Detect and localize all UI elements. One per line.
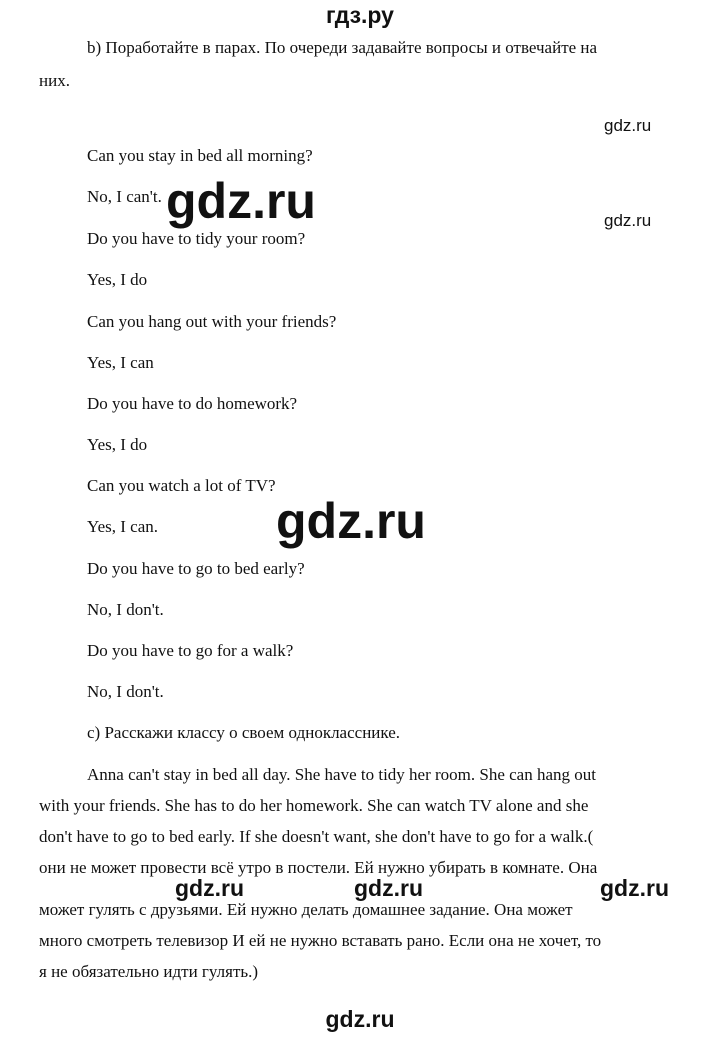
dialogue-line: Yes, I do	[87, 270, 148, 289]
watermark: gdz.ru	[354, 875, 423, 901]
dialogue-line: No, I don't.	[87, 600, 164, 619]
story-line: я не обязательно идти гулять.)	[39, 962, 259, 981]
watermark: gdz.ru	[604, 211, 652, 230]
dialogue-line: Do you have to do homework?	[87, 394, 298, 413]
dialogue-line: Yes, I do	[87, 435, 148, 454]
dialogue-line: Yes, I can	[87, 353, 154, 372]
story-line: они не может провести всё утро в постели. Ей нужно убирать в комнате. Она	[39, 858, 598, 877]
dialogue-line: No, I don't.	[87, 682, 164, 701]
dialogue-line: Yes, I can.	[87, 517, 158, 536]
dialogue-line: Do you have to go for a walk?	[87, 641, 294, 660]
dialogue-line: Do you have to tidy your room?	[87, 229, 306, 248]
footer-watermark: gdz.ru	[325, 1006, 395, 1032]
watermark-large: gdz.ru	[166, 173, 316, 229]
task-b-line-1: b) Поработайте в парах. По очереди задавайте вопросы и отвечайте на	[87, 38, 598, 57]
page-header: гдз.ру	[326, 2, 394, 28]
task-b-line-2: них.	[39, 71, 70, 90]
dialogue-line: No, I can't.	[87, 187, 162, 206]
story-line: don't have to go to bed early. If she doesn't want, she don't have to go for a walk.(	[39, 827, 594, 846]
dialogue-line: Can you hang out with your friends?	[87, 312, 337, 331]
watermark: gdz.ru	[175, 875, 244, 901]
dialogue-line: Do you have to go to bed early?	[87, 559, 305, 578]
story-line: Anna can't stay in bed all day. She have to tidy her room. She can hang out	[87, 765, 596, 784]
dialogue-line: Can you watch a lot of TV?	[87, 476, 276, 495]
story-line: может гулять с друзьями. Ей нужно делать домашнее задание. Она может	[39, 900, 573, 919]
dialogue-line: Can you stay in bed all morning?	[87, 146, 313, 165]
task-c-heading: c) Расскажи классу о своем однокласснике.	[87, 723, 401, 742]
story-line: with your friends. She has to do her homework. She can watch TV alone and she	[39, 796, 589, 815]
watermark: gdz.ru	[600, 875, 669, 901]
watermark: gdz.ru	[604, 116, 652, 135]
story-line: много смотреть телевизор И ей не нужно вставать рано. Если она не хочет, то	[39, 931, 602, 950]
watermark-large: gdz.ru	[276, 493, 426, 549]
